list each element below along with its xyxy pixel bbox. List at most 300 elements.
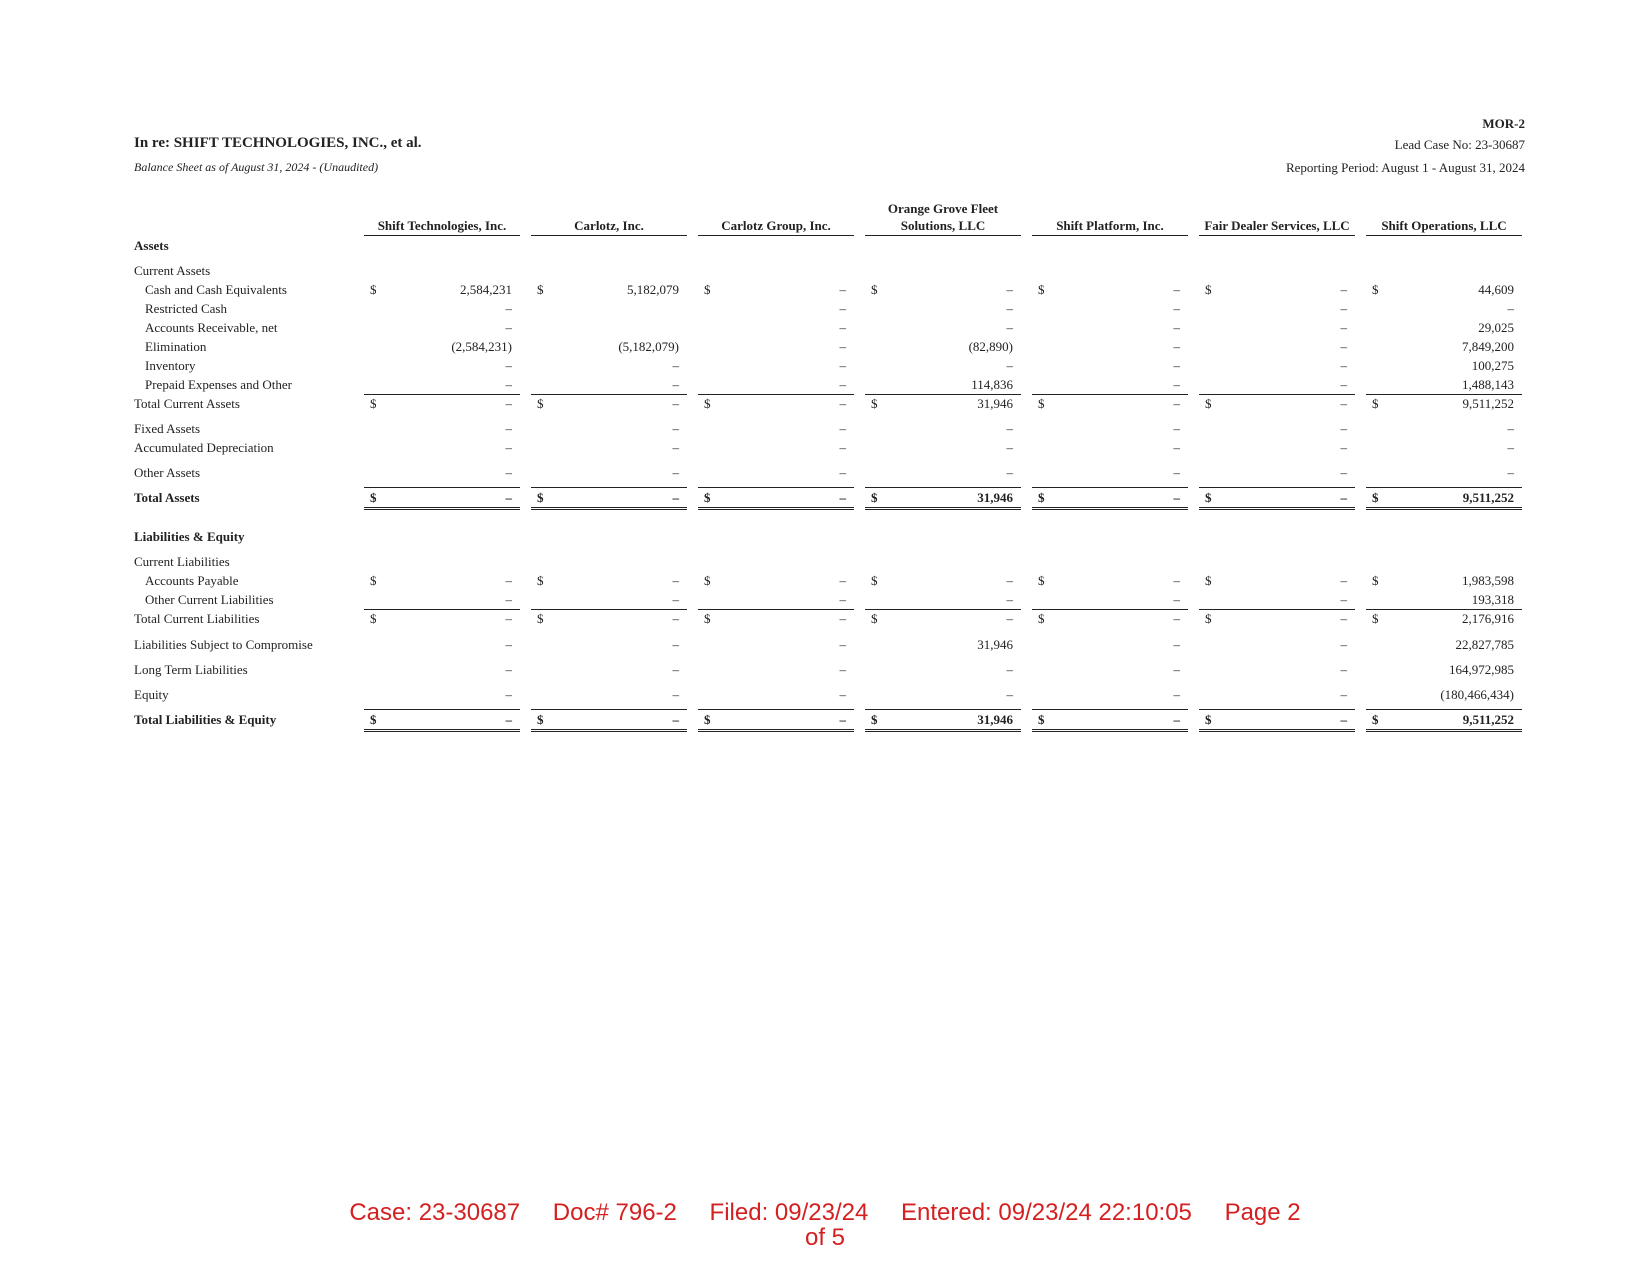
- table-cell: [1366, 487, 1522, 510]
- currency-symbol: $: [537, 611, 544, 626]
- table-cell: [1032, 571, 1188, 590]
- column-header: Shift Technologies, Inc.: [364, 198, 520, 236]
- cell-value: (5,182,079): [618, 339, 679, 354]
- table-cell: [865, 394, 1021, 413]
- currency-symbol: $: [370, 282, 377, 297]
- table-cell: [1366, 609, 1522, 628]
- row-label: Total Current Liabilities: [134, 611, 260, 626]
- cell-value: –: [505, 440, 512, 455]
- cell-value: 31,946: [977, 712, 1013, 727]
- table-row: [0, 463, 1650, 482]
- table-cell: [364, 280, 520, 299]
- cell-value: –: [1173, 712, 1180, 727]
- table-cell: [1199, 299, 1355, 318]
- table-cell: [364, 438, 520, 457]
- cell-value: 9,511,252: [1462, 396, 1514, 411]
- table-row: [0, 394, 1650, 413]
- cell-value: –: [1340, 396, 1347, 411]
- section-heading-row: [0, 527, 1650, 546]
- cell-value: –: [1173, 465, 1180, 480]
- cell-value: –: [672, 611, 679, 626]
- table-cell: [531, 487, 687, 510]
- cell-value: –: [1340, 377, 1347, 392]
- cell-value: –: [1173, 396, 1180, 411]
- cell-value: –: [1340, 440, 1347, 455]
- table-cell: [1032, 438, 1188, 457]
- currency-symbol: $: [1205, 396, 1212, 411]
- table-cell: [1032, 394, 1188, 413]
- cell-value: –: [1006, 465, 1013, 480]
- table-cell: [865, 590, 1021, 610]
- cell-value: –: [839, 358, 846, 373]
- cell-value: –: [1173, 662, 1180, 677]
- table-cell: [1032, 685, 1188, 704]
- table-cell: [865, 337, 1021, 356]
- cell-value: (2,584,231): [451, 339, 512, 354]
- cell-value: 31,946: [977, 490, 1013, 505]
- cell-value: –: [672, 377, 679, 392]
- cell-value: –: [839, 339, 846, 354]
- cell-value: –: [1006, 320, 1013, 335]
- cell-value: –: [1340, 465, 1347, 480]
- table-cell: [865, 660, 1021, 679]
- form-id: MOR-2: [1482, 116, 1525, 131]
- cell-value: –: [1340, 358, 1347, 373]
- cell-value: 164,972,985: [1449, 662, 1514, 677]
- currency-symbol: $: [704, 611, 711, 626]
- cell-value: –: [839, 490, 846, 505]
- row-label: Cash and Cash Equivalents: [145, 282, 287, 297]
- cell-value: –: [1173, 282, 1180, 297]
- cell-value: –: [672, 440, 679, 455]
- table-row: [0, 280, 1650, 299]
- table-cell: [364, 660, 520, 679]
- row-label: Equity: [134, 687, 169, 702]
- cell-value: –: [1006, 687, 1013, 702]
- table-cell: [364, 463, 520, 482]
- table-cell: [698, 280, 854, 299]
- currency-symbol: $: [704, 712, 711, 727]
- cell-value: –: [1006, 662, 1013, 677]
- table-cell: [1366, 280, 1522, 299]
- cell-value: –: [1006, 301, 1013, 316]
- row-label: Inventory: [145, 358, 196, 373]
- column-header: Shift Operations, LLC: [1366, 198, 1522, 236]
- table-cell: [1199, 685, 1355, 704]
- currency-symbol: $: [1372, 573, 1379, 588]
- cell-value: –: [839, 320, 846, 335]
- table-row: [0, 609, 1650, 628]
- table-cell: [1366, 337, 1522, 356]
- cell-value: –: [1006, 573, 1013, 588]
- cell-value: –: [839, 592, 846, 607]
- table-cell: [698, 299, 854, 318]
- cell-value: 114,836: [971, 377, 1013, 392]
- cell-value: –: [1173, 440, 1180, 455]
- table-cell: [1366, 438, 1522, 457]
- table-cell: [698, 590, 854, 610]
- currency-symbol: $: [871, 396, 878, 411]
- row-label: Liabilities & Equity: [134, 529, 245, 544]
- currency-symbol: $: [1205, 611, 1212, 626]
- table-cell: [531, 635, 687, 654]
- cell-value: –: [1006, 421, 1013, 436]
- currency-symbol: $: [370, 712, 377, 727]
- currency-symbol: $: [370, 490, 377, 505]
- table-cell: [698, 438, 854, 457]
- table-row: [0, 660, 1650, 679]
- table-cell: [531, 709, 687, 732]
- column-header: Shift Platform, Inc.: [1032, 198, 1188, 236]
- table-cell: [1032, 280, 1188, 299]
- row-label: Current Liabilities: [134, 554, 230, 569]
- cell-value: (82,890): [968, 339, 1013, 354]
- cell-value: –: [1507, 421, 1514, 436]
- cell-value: –: [505, 301, 512, 316]
- currency-symbol: $: [1205, 573, 1212, 588]
- table-cell: [1032, 463, 1188, 482]
- table-cell: [865, 609, 1021, 628]
- table-cell: [364, 394, 520, 413]
- table-cell: [531, 438, 687, 457]
- cell-value: –: [1006, 440, 1013, 455]
- cell-value: 9,511,252: [1462, 490, 1514, 505]
- cell-value: –: [839, 611, 846, 626]
- cell-value: –: [1340, 637, 1347, 652]
- table-cell: [364, 571, 520, 590]
- cell-value: –: [839, 440, 846, 455]
- cell-value: –: [672, 490, 679, 505]
- table-row: [0, 299, 1650, 318]
- cell-value: –: [672, 358, 679, 373]
- cell-value: –: [505, 592, 512, 607]
- currency-symbol: $: [871, 712, 878, 727]
- row-label: Prepaid Expenses and Other: [145, 377, 292, 392]
- cell-value: –: [1173, 637, 1180, 652]
- table-row: [0, 685, 1650, 704]
- cell-value: –: [1006, 592, 1013, 607]
- cell-value: –: [1173, 358, 1180, 373]
- table-row: [0, 261, 1650, 280]
- cell-value: –: [1173, 301, 1180, 316]
- cell-value: 100,275: [1471, 358, 1514, 373]
- stamp-page: Page 2: [1224, 1199, 1301, 1226]
- table-cell: [1199, 280, 1355, 299]
- cell-value: –: [1340, 712, 1347, 727]
- cell-value: –: [1507, 440, 1514, 455]
- currency-symbol: $: [1038, 712, 1045, 727]
- cell-value: 29,025: [1478, 320, 1514, 335]
- table-cell: [698, 419, 854, 438]
- table-cell: [1366, 660, 1522, 679]
- column-header: Orange Grove Fleet Solutions, LLC: [865, 198, 1021, 236]
- table-row: [0, 571, 1650, 590]
- table-row: [0, 438, 1650, 457]
- table-cell: [698, 394, 854, 413]
- cell-value: 1,983,598: [1462, 573, 1514, 588]
- cell-value: –: [839, 396, 846, 411]
- cell-value: –: [1340, 611, 1347, 626]
- table-cell: [1032, 375, 1188, 395]
- cell-value: –: [672, 421, 679, 436]
- currency-symbol: $: [537, 573, 544, 588]
- cell-value: –: [1173, 320, 1180, 335]
- table-cell: [364, 635, 520, 654]
- cell-value: –: [672, 712, 679, 727]
- row-label: Other Assets: [134, 465, 201, 480]
- currency-symbol: $: [1372, 712, 1379, 727]
- cell-value: –: [1173, 611, 1180, 626]
- cell-value: –: [672, 637, 679, 652]
- table-cell: [364, 609, 520, 628]
- table-cell: [531, 318, 687, 337]
- table-cell: [1032, 660, 1188, 679]
- table-cell: [531, 463, 687, 482]
- currency-symbol: $: [871, 611, 878, 626]
- column-header: Fair Dealer Services, LLC: [1199, 198, 1355, 236]
- cell-value: –: [839, 301, 846, 316]
- table-row: [0, 419, 1650, 438]
- stamp-doc: Doc# 796-2: [552, 1199, 677, 1226]
- cell-value: 5,182,079: [627, 282, 679, 297]
- cell-value: –: [505, 490, 512, 505]
- row-label: Accounts Payable: [145, 573, 239, 588]
- table-cell: [364, 299, 520, 318]
- row-label: Long Term Liabilities: [134, 662, 248, 677]
- cell-value: –: [1173, 573, 1180, 588]
- cell-value: –: [505, 421, 512, 436]
- table-cell: [865, 299, 1021, 318]
- table-cell: [865, 685, 1021, 704]
- table-cell: [865, 571, 1021, 590]
- table-cell: [865, 463, 1021, 482]
- table-cell: [531, 590, 687, 610]
- cell-value: –: [1340, 301, 1347, 316]
- table-cell: [1366, 419, 1522, 438]
- cell-value: –: [1340, 662, 1347, 677]
- table-cell: [531, 571, 687, 590]
- balance-sheet-subtitle: Balance Sheet as of August 31, 2024 - (Unaudited): [134, 160, 379, 174]
- table-cell: [364, 709, 520, 732]
- column-header: Carlotz, Inc.: [531, 198, 687, 236]
- table-cell: [1366, 356, 1522, 375]
- cell-value: 7,849,200: [1462, 339, 1514, 354]
- table-cell: [1366, 394, 1522, 413]
- table-cell: [531, 280, 687, 299]
- row-label: Accounts Receivable, net: [145, 320, 278, 335]
- table-cell: [698, 487, 854, 510]
- currency-symbol: $: [1372, 490, 1379, 505]
- cell-value: 31,946: [977, 396, 1013, 411]
- cell-value: 193,318: [1471, 592, 1514, 607]
- cell-value: –: [505, 573, 512, 588]
- cell-value: –: [1173, 377, 1180, 392]
- table-row: [0, 590, 1650, 609]
- table-cell: [865, 635, 1021, 654]
- cell-value: –: [839, 377, 846, 392]
- reporting-period: Reporting Period: August 1 - August 31, 2024: [1285, 160, 1525, 175]
- table-cell: [698, 660, 854, 679]
- table-cell: [865, 438, 1021, 457]
- table-cell: [531, 356, 687, 375]
- cell-value: –: [839, 687, 846, 702]
- table-cell: [1199, 394, 1355, 413]
- currency-symbol: $: [1372, 396, 1379, 411]
- table-cell: [698, 635, 854, 654]
- table-cell: [364, 356, 520, 375]
- currency-symbol: $: [704, 396, 711, 411]
- table-cell: [1199, 375, 1355, 395]
- table-row: [0, 356, 1650, 375]
- table-row: [0, 552, 1650, 571]
- cell-value: –: [1507, 465, 1514, 480]
- table-cell: [531, 375, 687, 395]
- table-cell: [865, 318, 1021, 337]
- table-cell: [1199, 635, 1355, 654]
- cell-value: –: [839, 465, 846, 480]
- table-cell: [364, 419, 520, 438]
- table-cell: [364, 590, 520, 610]
- cell-value: –: [1173, 687, 1180, 702]
- currency-symbol: $: [1038, 282, 1045, 297]
- row-label: Total Liabilities & Equity: [134, 712, 277, 727]
- table-cell: [698, 318, 854, 337]
- row-label: Total Current Assets: [134, 396, 240, 411]
- table-cell: [364, 337, 520, 356]
- cell-value: –: [1507, 301, 1514, 316]
- table-cell: [531, 609, 687, 628]
- table-cell: [1366, 590, 1522, 610]
- cell-value: 2,584,231: [460, 282, 512, 297]
- table-row: [0, 488, 1650, 507]
- table-cell: [1199, 318, 1355, 337]
- table-cell: [698, 337, 854, 356]
- table-cell: [1032, 299, 1188, 318]
- cell-value: 9,511,252: [1462, 712, 1514, 727]
- currency-symbol: $: [1038, 396, 1045, 411]
- cell-value: –: [672, 592, 679, 607]
- table-cell: [865, 280, 1021, 299]
- cell-value: (180,466,434): [1440, 687, 1514, 702]
- currency-symbol: $: [1372, 611, 1379, 626]
- cell-value: 22,827,785: [1455, 637, 1514, 652]
- lead-case-number: Lead Case No: 23-30687: [1394, 137, 1525, 152]
- cell-value: –: [1173, 592, 1180, 607]
- cell-value: –: [505, 358, 512, 373]
- cell-value: –: [1340, 421, 1347, 436]
- table-cell: [1032, 635, 1188, 654]
- currency-symbol: $: [704, 490, 711, 505]
- table-cell: [1199, 487, 1355, 510]
- cell-value: 2,176,916: [1462, 611, 1514, 626]
- table-row: [0, 375, 1650, 394]
- table-cell: [531, 685, 687, 704]
- currency-symbol: $: [871, 490, 878, 505]
- stamp-entered: Entered: 09/23/24 22:10:05: [901, 1199, 1192, 1226]
- currency-symbol: $: [1205, 490, 1212, 505]
- table-cell: [1032, 609, 1188, 628]
- section-heading-row: [0, 236, 1650, 255]
- table-cell: [1366, 463, 1522, 482]
- table-cell: [698, 709, 854, 732]
- cell-value: 1,488,143: [1462, 377, 1514, 392]
- table-cell: [1199, 590, 1355, 610]
- currency-symbol: $: [370, 611, 377, 626]
- table-cell: [1199, 463, 1355, 482]
- cell-value: –: [505, 611, 512, 626]
- cell-value: –: [839, 421, 846, 436]
- row-label: Liabilities Subject to Compromise: [134, 637, 313, 652]
- cell-value: –: [505, 320, 512, 335]
- cell-value: 31,946: [977, 637, 1013, 652]
- table-cell: [1199, 356, 1355, 375]
- stamp-of: of 5: [804, 1224, 846, 1251]
- cell-value: –: [1006, 282, 1013, 297]
- table-cell: [698, 356, 854, 375]
- cell-value: –: [672, 573, 679, 588]
- court-filing-stamp: [0, 1200, 1650, 1250]
- cell-value: –: [672, 687, 679, 702]
- cell-value: –: [672, 396, 679, 411]
- table-cell: [698, 609, 854, 628]
- row-label: Accumulated Depreciation: [134, 440, 274, 455]
- table-cell: [1032, 356, 1188, 375]
- currency-symbol: $: [1372, 282, 1379, 297]
- currency-symbol: $: [537, 282, 544, 297]
- cell-value: –: [1006, 358, 1013, 373]
- currency-symbol: $: [537, 490, 544, 505]
- table-cell: [1032, 318, 1188, 337]
- stamp-filed: Filed: 09/23/24: [709, 1199, 869, 1226]
- table-cell: [1199, 660, 1355, 679]
- stamp-case: Case: 23-30687: [349, 1199, 521, 1226]
- table-cell: [1366, 571, 1522, 590]
- cell-value: –: [1006, 611, 1013, 626]
- table-cell: [1199, 419, 1355, 438]
- table-cell: [531, 337, 687, 356]
- table-row: [0, 337, 1650, 356]
- table-cell: [1199, 438, 1355, 457]
- table-cell: [865, 419, 1021, 438]
- table-row: [0, 635, 1650, 654]
- table-cell: [1366, 318, 1522, 337]
- table-cell: [1366, 685, 1522, 704]
- table-cell: [1032, 590, 1188, 610]
- row-label: Other Current Liabilities: [145, 592, 274, 607]
- cell-value: –: [1340, 592, 1347, 607]
- table-cell: [1199, 709, 1355, 732]
- currency-symbol: $: [871, 282, 878, 297]
- currency-symbol: $: [871, 573, 878, 588]
- cell-value: –: [505, 465, 512, 480]
- cell-value: –: [1340, 490, 1347, 505]
- table-cell: [1199, 571, 1355, 590]
- cell-value: –: [505, 637, 512, 652]
- table-cell: [531, 394, 687, 413]
- cell-value: –: [1340, 339, 1347, 354]
- table-cell: [865, 356, 1021, 375]
- column-header: Carlotz Group, Inc.: [698, 198, 854, 236]
- currency-symbol: $: [537, 396, 544, 411]
- table-cell: [531, 660, 687, 679]
- table-cell: [364, 375, 520, 395]
- table-cell: [364, 487, 520, 510]
- table-cell: [865, 487, 1021, 510]
- cell-value: –: [1173, 339, 1180, 354]
- table-cell: [1366, 375, 1522, 395]
- currency-symbol: $: [704, 282, 711, 297]
- table-cell: [1366, 299, 1522, 318]
